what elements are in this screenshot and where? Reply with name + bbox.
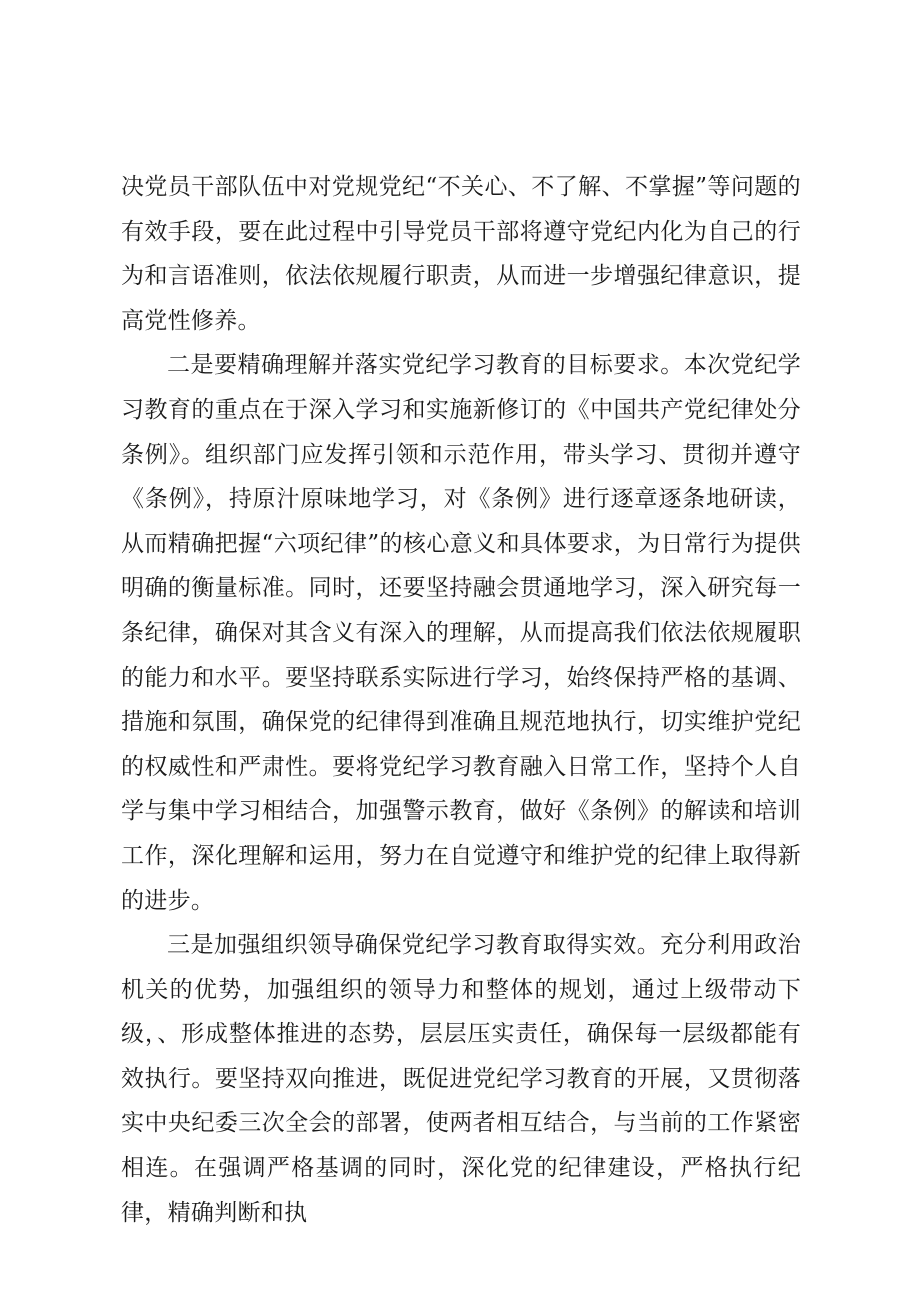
paragraph-point-two: 二是要精确理解并落实党纪学习教育的目标要求。本次党纪学习教育的重点在于深入学习和实施新修订的《中国共产党纪律处分条例》。组织部门应发挥引领和示范作用，带头学习、贯彻并遵守《条例》，持原汁原味地学习，对《条例》进行逐章逐条地研读，从而精确把握“六项纪律”的核心意义和具体要求，为日常行为提供明确的衡量标准。同时，还要坚持融会贯通地学习，深入研究每一条纪律，确保对其含义有深入的理解，从而提高我们依法依规履职的能力和水平。要坚持联系实际进行学习，始终保持严格的基调、措施和氛围，确保党的纪律得到准确且规范地执行，切实维护党纪的权威性和严肃性。要将党纪学习教育融入日常工作，坚持个人自学与集中学习相结合，加强警示教育，做好《条例》的解读和培训工作，深化理解和运用，努力在自觉遵守和维护党的纪律上取得新的进步。 [121,352,801,914]
paragraph-continuation: 决党员干部队伍中对党规党纪“不关心、不了解、不掌握”等问题的有效手段，要在此过程中引导党员干部将遵守党纪内化为自己的行为和言语准则，依法依规履行职责，从而进一步增强纪律意识，提高党性修养。 [121,174,801,334]
document-body [121,165,801,1235]
paragraph-point-three: 三是加强组织领导确保党纪学习教育取得实效。充分利用政治机关的优势，加强组织的领导力和整体的规划，通过上级带动下级，、形成整体推进的态势，层层压实责任，确保每一层级都能有效执行。要坚持双向推进，既促进党纪学习教育的开展，又贯彻落实中央纪委三次全会的部署，使两者相互结合，与当前的工作紧密相连。在强调严格基调的同时，深化党的纪律建设，严格执行纪律，精确判断和执 [121,932,801,1226]
